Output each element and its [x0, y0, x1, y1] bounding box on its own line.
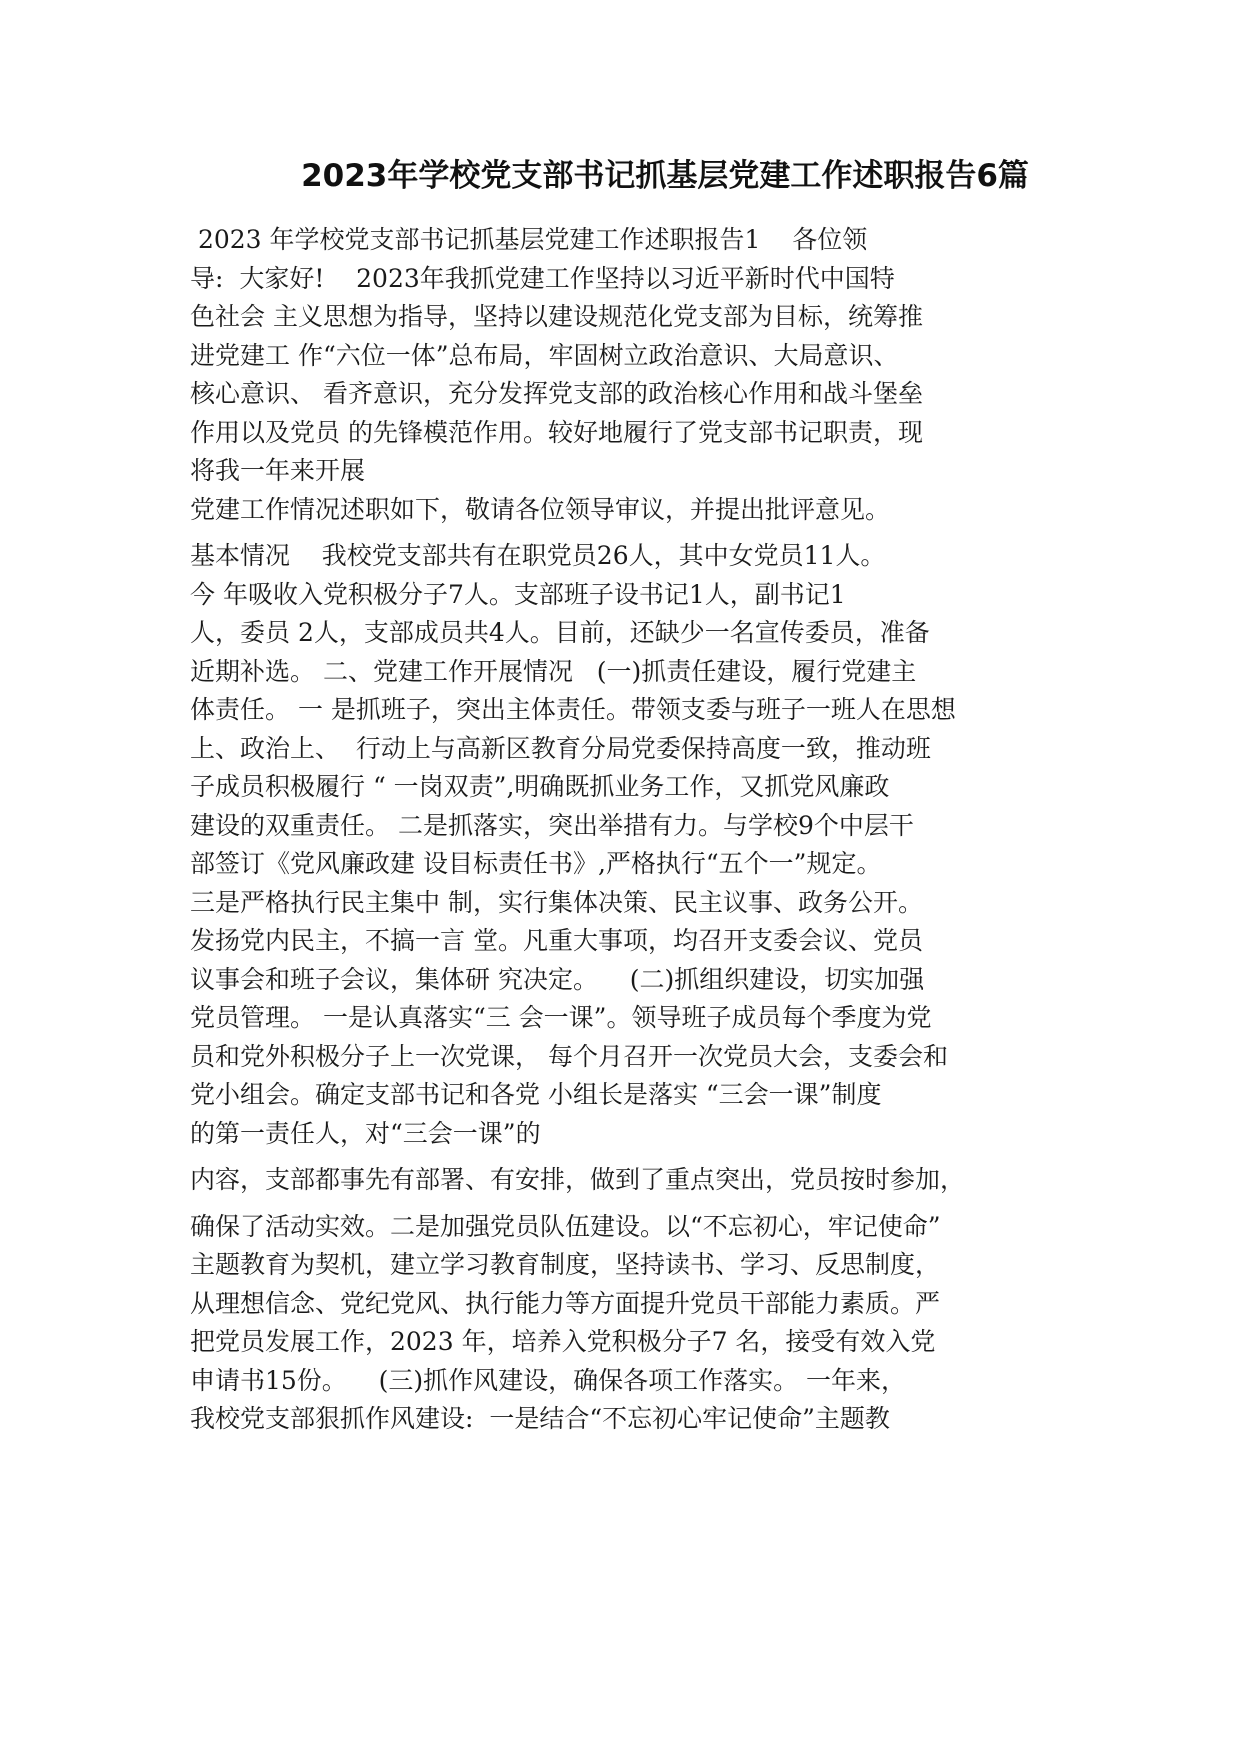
- text-line: 基本情况 我校党支部共有在职党员26人，其中女党员11人。: [190, 541, 886, 570]
- text-line: 人，委员 2人，支部成员共4人。目前，还缺少一名宣传委员，准备: [190, 618, 930, 647]
- text-line: 党小组会。确定支部书记和各党 小组长是落实 “三会一课”制度: [190, 1080, 882, 1109]
- document-title: 2023年学校党支部书记抓基层党建工作述职报告6篇: [301, 158, 1029, 194]
- text-line: 内容，支部都事先有部署、有安排，做到了重点突出，党员按时参加，: [190, 1165, 966, 1194]
- text-line: 我校党支部狠抓作风建设: 一是结合“不忘初心牢记使命”主题教: [190, 1404, 890, 1433]
- text-line: 体责任。 一 是抓班子，突出主体责任。带领支委与班子一班人在思想: [190, 695, 956, 724]
- text-line: 作用以及党员 的先锋模范作用。较好地履行了党支部书记职责，现: [190, 417, 923, 447]
- text-line: 从理想信念、党纪党风、执行能力等方面提升党员干部能力素质。严: [190, 1288, 941, 1318]
- text-line: 上、政治上、 行动上与高新区教育分局党委保持高度一致，推动班: [190, 733, 931, 763]
- text-line: 子成员积极履行 “ 一岗双责”,明确既抓业务工作，又抓党风廉政: [190, 772, 890, 801]
- text-line: 三是严格执行民主集中 制，实行集体决策、民主议事、政务公开。: [190, 887, 923, 917]
- text-line: 主题教育为契机，建立学习教育制度，坚持读书、学习、反思制度，: [190, 1250, 941, 1279]
- text-line: 今 年吸收入党积极分子7人。支部班子设书记1人，副书记1: [190, 579, 846, 609]
- text-line: 发扬党内民主，不搞一言 堂。凡重大事项，均召开支委会议、党员: [190, 926, 923, 955]
- text-line: 党建工作情况述职如下，敬请各位领导审议，并提出批评意见。: [190, 494, 891, 524]
- text-line: 议事会和班子会议，集体研 究决定。 (二)抓组织建设，切实加强: [190, 964, 925, 994]
- text-line: 核心意识、 看齐意识，充分发挥党支部的政治核心作用和战斗堡垒: [190, 379, 923, 408]
- document-body: [190, 221, 1060, 1439]
- text-line: 建设的双重责任。 二是抓落实，突出举措有力。与学校9个中层干: [190, 810, 914, 840]
- text-line: 党员管理。 一是认真落实“三 会一课”。领导班子成员每个季度为党: [190, 1003, 932, 1032]
- text-line: 2023 年学校党支部书记抓基层党建工作述职报告1 各位领: [190, 225, 868, 254]
- text-line: 部签订《党风廉政建 设目标责任书》,严格执行“五个一”规定。: [190, 849, 882, 878]
- text-line: 员和党外积极分子上一次党课， 每个月召开一次党员大会，支委会和: [190, 1041, 948, 1071]
- text-line: 把党员发展工作，2023 年，培养入党积极分子7 名，接受有效入党: [190, 1327, 936, 1356]
- text-line: 进党建工 作“六位一体”总布局，牢固树立政治意识、大局意识、: [190, 340, 899, 370]
- text-line: 导: 大家好! 2023年我抓党建工作坚持以习近平新时代中国特: [190, 263, 895, 293]
- text-line: 将我一年来开展: [190, 456, 366, 485]
- text-line: 申请书15份。 (三)抓作风建设，确保各项工作落实。 一年来，: [190, 1365, 907, 1395]
- text-line: 色社会 主义思想为指导，坚持以建设规范化党支部为目标，统筹推: [190, 302, 923, 331]
- text-line: 的第一责任人，对“三会一课”的: [190, 1118, 541, 1148]
- text-line: 近期补选。 二、党建工作开展情况 (一)抓责任建设，履行党建主: [190, 656, 917, 686]
- text-line: 确保了活动实效。二是加强党员队伍建设。以“不忘初心，牢记使命”: [190, 1211, 941, 1241]
